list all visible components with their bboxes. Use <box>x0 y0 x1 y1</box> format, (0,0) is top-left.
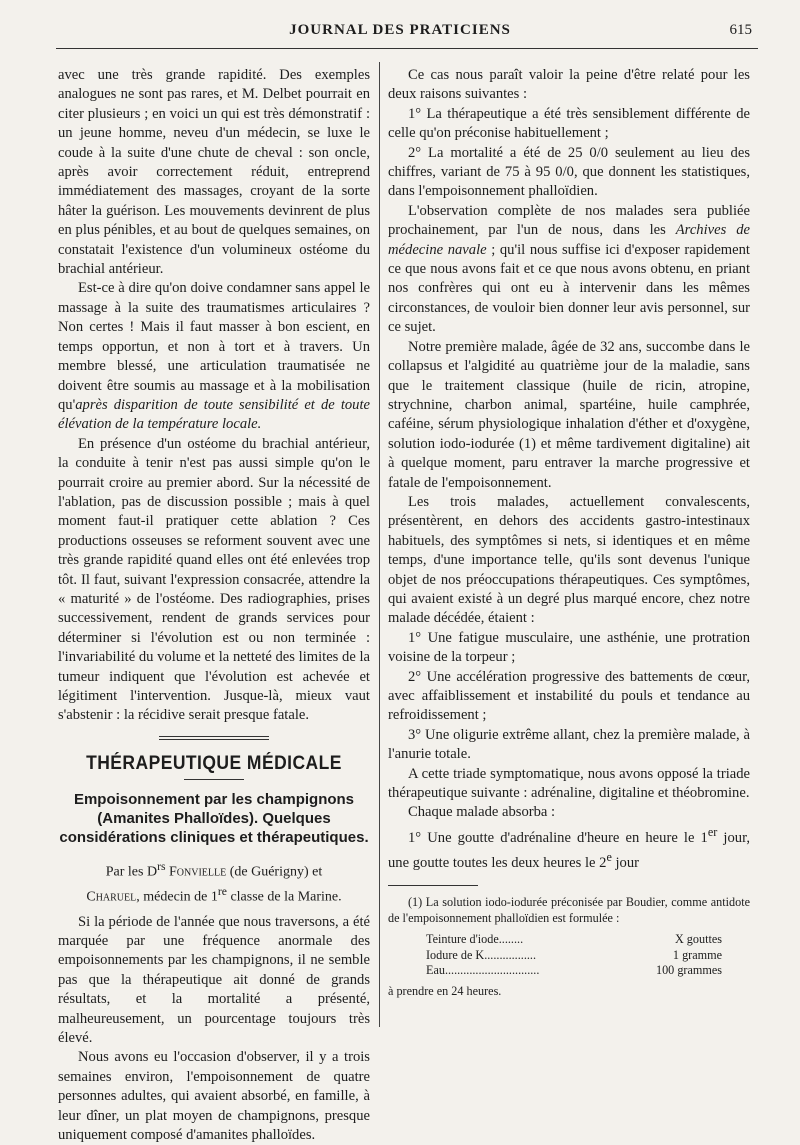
byline-line-2 <box>58 882 370 907</box>
superscript: er <box>707 824 718 839</box>
ingredient: Eau............................... <box>426 963 540 978</box>
journal-title: JOURNAL DES PRATICIENS <box>289 22 511 38</box>
paragraph: Chaque malade absorba : <box>408 804 556 821</box>
byline-sup: rs <box>157 860 166 874</box>
paragraph-text: jour <box>611 854 640 871</box>
formula-row <box>426 948 722 964</box>
ingredient: Iodure de K................. <box>426 947 537 962</box>
page-number: 615 <box>729 22 752 38</box>
section-divider <box>159 736 269 740</box>
author-name: Fonvielle <box>169 864 227 880</box>
byline-text: (de Guérigny) et <box>229 864 323 880</box>
article-title: Empoisonnement par les champignons (Amanites Phalloïdes). Quelques considérations cliniques et thérapeutiques. <box>59 791 369 847</box>
running-header <box>0 0 800 48</box>
header-rule <box>56 48 758 49</box>
byline-text: Par les D <box>105 864 158 880</box>
footnote-text: à prendre en 24 heures. <box>388 983 502 998</box>
paragraph: Si la période de l'année que nous traversons, a été marquée par une fréquence anormale des empoisonnements par les champignons, il ne semble pas que la thérapeutique ait donné de grands résultats, et la mortalité a présenté, malheureusement, un pourcentage toujours très élevé. <box>58 913 370 1046</box>
footnote-rule <box>388 885 478 886</box>
quantity: 1 gramme <box>672 947 722 962</box>
paragraph: Ce cas nous paraît valoir la peine d'être relaté pour les deux raisons suivantes : <box>388 67 750 103</box>
paragraph-text: jour, une goutte toutes les deux heures le 2 <box>388 829 750 871</box>
paragraph-text: Est-ce à dire qu'on doive condamner sans appel le massage à la suite des traumatismes articulaires ? Non certes ! Mais il faut masser à bon escient, en temps opportun, et non à tort et à travers. Un membre blessé, une articulation traumatisée ne doivent être soumis au massage et à la mobilisation qu' <box>58 280 370 413</box>
title-rule <box>184 779 244 780</box>
quantity: X gouttes <box>674 932 722 947</box>
paragraph-text: L'observation complète de nos malades sera publiée prochainement, par l'un de nous, dans les <box>388 202 750 239</box>
paragraph <box>388 202 750 338</box>
italic-text: Archives de médecine navale <box>388 222 750 258</box>
author-name: Charuel <box>86 889 137 905</box>
paragraph <box>58 279 370 434</box>
paragraph-text: 1° Une goutte d'adrénaline d'heure en heure le 1 <box>408 829 708 846</box>
footnote-text: (1) La solution iodo-iodurée préconisée par Boudier, comme antidote de l'empoisonnement phalloïdien est formulée : <box>388 895 750 926</box>
paragraph: 1° Une fatigue musculaire, une asthénie, une protration voisine de la torpeur ; <box>388 629 750 666</box>
column-separator <box>379 62 380 1027</box>
paragraph: avec une très grande rapidité. Des exemples analogues ne sont pas rares, et M. Delbet pourrait en citer plusieurs ; en voici un qui est très démonstratif : un jeune homme, neveu d'un médecin, se luxe le coude à la suite d'une chute de cheval : son oncle, après avoir correctement réduit, entreprend immédiatement des massages, croyant de la sorte hâter la guérison. Les mouvements devinrent de plus en plus pénibles, et au bout de quelques semaines, on constatait l'existence d'un volumineux ostéome du brachial antérieur. <box>58 67 370 278</box>
formula-row <box>426 963 722 979</box>
paragraph: 3° Une oligurie extrême allant, chez la première malade, à l'anurie totale. <box>388 726 750 763</box>
italic-text: après disparition de toute sensibilité et de toute élévation de la température locale. <box>58 396 370 433</box>
byline <box>58 857 370 906</box>
formula-row <box>426 932 722 948</box>
formula-table <box>426 932 750 979</box>
paragraph: 2° Une accélération progressive des battements de cœur, avec affaiblissement et instabilité du pouls et tendance au refroidissement ; <box>388 668 750 724</box>
byline-sup: re <box>217 884 227 898</box>
paragraph: Notre première malade, âgée de 32 ans, succombe dans le collapsus et l'algidité au quatrième jour de la maladie, sans que le traitement classique (huile de ricin, atropine, strychnine, charbon animal, spartéine, huile camphrée, caféine, sérum physiologique inhalation d'éther et d'oxygène, solution iodo-iodurée (1) et même tardivement digitaline) ait à quelque moment, paru entraver la marche progressive et fatale de l'empoisonnement. <box>388 338 750 491</box>
section-title: THÉRAPEUTIQUE MÉDICALE <box>86 752 342 774</box>
right-column <box>388 66 750 999</box>
byline-text: classe de la Marine. <box>230 889 342 905</box>
paragraph: 2° La mortalité a été de 25 0/0 seulement au lieu des chiffres, variant de 75 à 95 0/0, que donnent les statistiques, dans l'empoisonnement phalloïdien. <box>388 144 750 200</box>
footnote <box>388 894 750 999</box>
paragraph: En présence d'un ostéome du brachial antérieur, la conduite à tenir n'est pas aussi simple qu'on le pourrait croire au premier abord. Sur la nécessité de l'ablation, pas de discussion possible ; mais à quel moment faut-il pratiquer cette ablation ? Ces productions osseuses se reforment souvent avec une très grande rapidité quand elles ont été enlevées trop tôt. Il faut, suivant l'expression consacrée, attendre la « maturité » de l'ostéome. Des radiographies, prises successivement, rendent de grands services pour déterminer si l'évolution est ou non terminée : l'invariabilité du volume et la netteté des limites de la tumeur indiquent que l'évolution est achevée et légitiment l'intervention. Jusque-là, mieux vaut s'abstenir : la récidive serait presque fatale. <box>58 435 370 724</box>
paragraph <box>388 823 750 874</box>
paragraph: Les trois malades, actuellement convalescents, présentèrent, en dehors des accidents gastro-intestinaux habituels, des symptômes si nets, si identiques et en même temps, d'une importance telle, qu'ils sont devenus l'unique objet de nos préoccupations thérapeutiques. Ces symptômes, qui avaient existé à un degré plus marqué encore, chez notre malade décédée, étaient : <box>388 493 750 627</box>
byline-text: , médecin de 1 <box>136 889 218 905</box>
superscript: e <box>606 850 612 865</box>
ingredient: Teinture d'iode........ <box>426 932 524 947</box>
left-column <box>58 66 370 1145</box>
byline-line-1 <box>58 857 370 882</box>
paragraph: Nous avons eu l'occasion d'observer, il y a trois semaines environ, l'empoisonnement de quatre personnes adultes, qui avaient absorbé, en famille, à leur dîner, un plat moyen de champignons, presque uniquement composé d'amanites phalloïdes. <box>58 1049 370 1143</box>
paragraph: A cette triade symptomatique, nous avons opposé la triade thérapeutique suivante : adrénaline, digitaline et théobromine. <box>388 765 750 802</box>
paragraph: 1° La thérapeutique a été très sensiblement différente de celle qu'on préconise habituellement ; <box>388 105 750 142</box>
quantity: 100 grammes <box>655 963 722 978</box>
paragraph-text: ; qu'il nous suffise ici d'exposer rapidement ce que nous avons fait et ce que nous avons obtenu, en priant nos confrères qui ont eu à intervenir dans les mêmes circonstances, de vouloir bien donner leur avis personnel, sur ce sujet. <box>388 241 750 336</box>
